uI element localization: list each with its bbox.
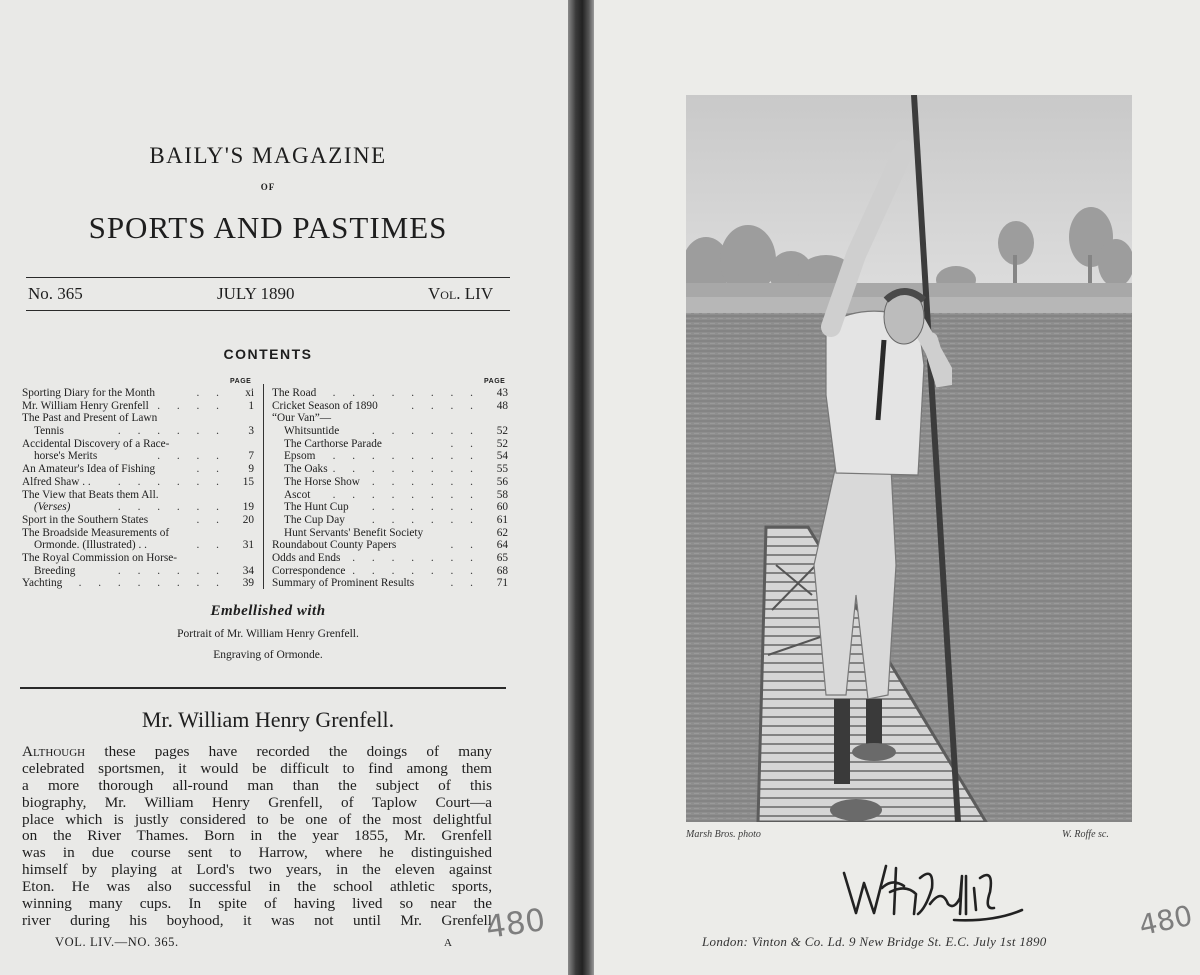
- article-line: a more thorough all-round man than the subject of this: [22, 777, 492, 794]
- article-line: place which is justly considered to be one of the most delightful: [22, 811, 492, 828]
- contents-entry-page: 15: [242, 475, 254, 488]
- article-line: himself by playing at Lord's two years, in the eleven against: [22, 862, 492, 879]
- contents-entry-page: 20: [242, 513, 254, 526]
- portrait-engraving: [686, 95, 1132, 822]
- contents-entry-page: 52: [496, 425, 508, 438]
- contents-entry-leader: . .: [196, 387, 226, 399]
- article-line: was in due course sent to Harrow, where he distinguished: [22, 845, 492, 862]
- contents-entry-page: 68: [496, 564, 508, 577]
- contents-heading: CONTENTS: [223, 346, 313, 362]
- contents-entry-title: An Amateur's Idea of Fishing: [22, 463, 156, 476]
- article-line: Although these pages have recorded the doings of many: [22, 744, 492, 760]
- contents-entry-page: 60: [496, 501, 508, 514]
- publisher-imprint: London: Vinton & Co. Ld. 9 New Bridge St. E.C. July 1st 1890: [702, 934, 1047, 949]
- contents-entry-leader: . .: [196, 463, 226, 476]
- contents-entry-title: Accidental Discovery of a Race-: [22, 437, 170, 450]
- contents-entry: [22, 476, 254, 489]
- pencil-number-left: 480: [483, 902, 548, 946]
- engraver-credit: W. Roffe sc.: [1062, 829, 1109, 840]
- contents-entry-title: Ormonde. (Illustrated) . .: [34, 539, 147, 552]
- contents-entry-leader: . . . . . .: [117, 425, 226, 438]
- contents-entry-title: Correspondence: [272, 564, 346, 577]
- contents-entry-leader: . .: [450, 437, 480, 450]
- contents-entry: [22, 539, 254, 552]
- masthead-rule-top: [26, 277, 510, 278]
- contents-entry-page: 1: [248, 399, 254, 412]
- contents-entry-leader: . . . .: [411, 399, 480, 412]
- contents-entry-leader: . . . . . .: [371, 425, 480, 438]
- contents-entry-leader: . . . .: [157, 450, 226, 463]
- contents-entry-page: 48: [496, 399, 508, 412]
- contents-entry-page: 9: [248, 463, 254, 476]
- contents-entry-leader: . .: [450, 539, 480, 552]
- issue-volume: Vol. LIV: [428, 284, 494, 303]
- contents-entry-title: Odds and Ends: [272, 551, 341, 564]
- contents-entry-title: Tennis: [34, 425, 64, 438]
- contents-entry-title: Epsom: [284, 450, 316, 463]
- contents-entry-page: 55: [496, 463, 508, 476]
- contents-entry-title: Yachting: [22, 577, 63, 590]
- article-line: celebrated sportsmen, it would be difficult to find among them: [22, 760, 492, 777]
- embellished-line-2: Engraving of Ormonde.: [213, 649, 323, 661]
- contents-entry-title: Breeding: [34, 564, 76, 577]
- contents-entry-page: 64: [496, 539, 508, 552]
- article-line: river during his boyhood, it was not until Mr. Grenfell: [22, 912, 492, 929]
- contents-entry-title: The Broadside Measurements of: [22, 526, 170, 539]
- contents-entry-page: 34: [242, 564, 254, 577]
- contents-entry: [272, 539, 508, 552]
- contents-entry: [22, 450, 254, 463]
- contents-entry-title: Roundabout County Papers: [272, 539, 397, 552]
- contents-entry-page: 56: [496, 475, 508, 488]
- article-rule: [20, 687, 506, 689]
- contents-entry: [272, 527, 508, 540]
- contents-entry: [272, 400, 508, 413]
- contents-entry-title: The Road: [272, 387, 317, 399]
- contents-entry-title: Alfred Shaw . .: [22, 475, 91, 488]
- contents-entry-leader: . . . . . . . .: [332, 450, 480, 463]
- contents-entry: [272, 489, 508, 502]
- contents-entry: [272, 476, 508, 489]
- article-line: on the River Thames. Born in the year 1855, Mr. Grenfell: [22, 828, 492, 845]
- contents-entry-page: 7: [248, 450, 254, 463]
- contents-entry-page: 3: [248, 425, 254, 438]
- contents-entry: [272, 463, 508, 476]
- article-line: Eton. He was also successful in the school athletic sports,: [22, 879, 492, 896]
- contents-entry-title: The Royal Commission on Horse-: [22, 551, 178, 564]
- contents-entry-page: xi: [245, 387, 254, 399]
- contents-entry: [272, 450, 508, 463]
- magazine-title-line1: BAILY'S MAGAZINE: [149, 143, 387, 168]
- contents-entry: [22, 387, 254, 400]
- contents-entry-leader: . . . . . .: [371, 513, 480, 526]
- embellished-line-1: Portrait of Mr. William Henry Grenfell.: [177, 628, 359, 640]
- contents-entry-page: 43: [496, 387, 508, 399]
- contents-entry: [22, 514, 254, 527]
- issue-date: JULY 1890: [217, 284, 295, 303]
- contents-entry: [272, 565, 508, 578]
- contents-entry-title: The View that Beats them All.: [22, 488, 159, 501]
- contents-entry-leader: . . . . . . . .: [332, 488, 480, 501]
- contents-entry-leader: . . . . . .: [371, 475, 480, 488]
- contents-entry-leader: . . . . . .: [117, 475, 226, 488]
- contents-entry-title: Summary of Prominent Results: [272, 577, 415, 590]
- contents-entry-leader: . .: [450, 577, 480, 590]
- contents-entry-title: Sporting Diary for the Month: [22, 387, 156, 399]
- signature-image: [834, 848, 1034, 933]
- contents-entry-title: The Carthorse Parade: [284, 437, 382, 450]
- contents-entry: [272, 501, 508, 514]
- footer-volume-line: VOL. LIV.—NO. 365.: [55, 935, 179, 949]
- footer-signature-mark: A: [444, 937, 452, 949]
- embellished-heading: Embellished with: [210, 603, 326, 619]
- contents-entry-leader: . . . . . .: [117, 564, 226, 577]
- right-page: [594, 0, 1200, 975]
- contents-entry-title: The Past and Present of Lawn: [22, 412, 158, 425]
- contents-entry: [272, 577, 508, 590]
- contents-entry: [22, 565, 254, 578]
- contents-entry-leader: . .: [196, 513, 226, 526]
- contents-page-header-right: PAGE: [484, 378, 506, 385]
- contents-entry-title: “Our Van”—: [272, 412, 332, 425]
- contents-entry-page: 52: [496, 437, 508, 450]
- article-line: winning many cups. In spite of having lived so near the: [22, 896, 492, 913]
- contents-entry: [22, 438, 254, 451]
- contents-entry: [22, 552, 254, 565]
- contents-entry-leader: . .: [196, 539, 226, 552]
- contents-page-header-left: PAGE: [230, 378, 252, 385]
- contents-entry: [22, 489, 254, 502]
- contents-entry-page: 71: [496, 577, 508, 590]
- contents-entry-title: Ascot: [284, 488, 311, 501]
- contents-entry: [22, 527, 254, 540]
- magazine-title-line2: SPORTS AND PASTIMES: [88, 210, 448, 245]
- contents-entry-leader: . . . . . . . .: [332, 387, 480, 399]
- article-body: [22, 744, 492, 930]
- contents-entry-title: The Cup Day: [284, 513, 345, 526]
- contents-entry-leader: . . . . . . . .: [78, 577, 226, 590]
- contents-entry-title: The Horse Show: [284, 475, 360, 488]
- contents-entry-leader: . . . . . . . .: [332, 551, 480, 564]
- contents-entry: [22, 501, 254, 514]
- contents-entry-title: The Oaks: [284, 463, 328, 476]
- contents-entry: [22, 425, 254, 438]
- contents-entry: [22, 463, 254, 476]
- masthead-rule-bottom: [26, 310, 510, 311]
- contents-entry-leader: . . . . . . . .: [332, 463, 480, 476]
- contents-column-left: [22, 387, 254, 590]
- contents-entry-leader: . . . . . .: [117, 501, 226, 514]
- contents-entry: [22, 412, 254, 425]
- contents-entry-page: 39: [242, 577, 254, 590]
- contents-entry-leader: . . . . . .: [371, 501, 480, 514]
- pencil-number-right: 480: [1136, 898, 1196, 943]
- contents-entry-page: 58: [496, 488, 508, 501]
- contents-entry-page: 61: [496, 513, 508, 526]
- issue-number: No. 365: [28, 284, 83, 303]
- left-page: [0, 0, 568, 975]
- contents-entry-title: The Hunt Cup: [284, 501, 349, 514]
- contents-entry-title: (Verses): [34, 501, 71, 514]
- contents-entry-title: Mr. William Henry Grenfell: [22, 399, 149, 412]
- contents-entry-page: 62: [496, 526, 508, 539]
- contents-entry-page: 19: [242, 501, 254, 514]
- contents-entry-title: Cricket Season of 1890: [272, 399, 378, 412]
- contents-column-divider: [263, 384, 264, 589]
- contents-entry: [272, 425, 508, 438]
- magazine-title-of: OF: [260, 182, 276, 192]
- contents-entry: [272, 514, 508, 527]
- contents-entry: [22, 577, 254, 590]
- contents-entry: [272, 438, 508, 451]
- contents-entry-leader: . . . .: [157, 399, 226, 412]
- contents-entry: [272, 387, 508, 400]
- contents-column-right: [272, 387, 508, 590]
- article-line: biography, Mr. William Henry Grenfell, of Taplow Court—a: [22, 794, 492, 811]
- contents-entry: [22, 400, 254, 413]
- photo-credit: Marsh Bros. photo: [686, 829, 761, 840]
- contents-entry-title: horse's Merits: [34, 450, 98, 463]
- book-gutter: [568, 0, 594, 975]
- contents-entry-title: Sport in the Southern States: [22, 513, 149, 526]
- contents-entry-page: 31: [242, 539, 254, 552]
- contents-entry-title: Hunt Servants' Benefit Society: [284, 526, 424, 539]
- contents-entry: [272, 412, 508, 425]
- article-title: Mr. William Henry Grenfell.: [141, 707, 395, 732]
- contents-entry-page: 65: [496, 551, 508, 564]
- contents-entry-leader: . . . . . . . .: [332, 564, 480, 577]
- contents-entry: [272, 552, 508, 565]
- contents-entry-title: Whitsuntide: [284, 425, 340, 438]
- contents-entry-page: 54: [496, 450, 508, 463]
